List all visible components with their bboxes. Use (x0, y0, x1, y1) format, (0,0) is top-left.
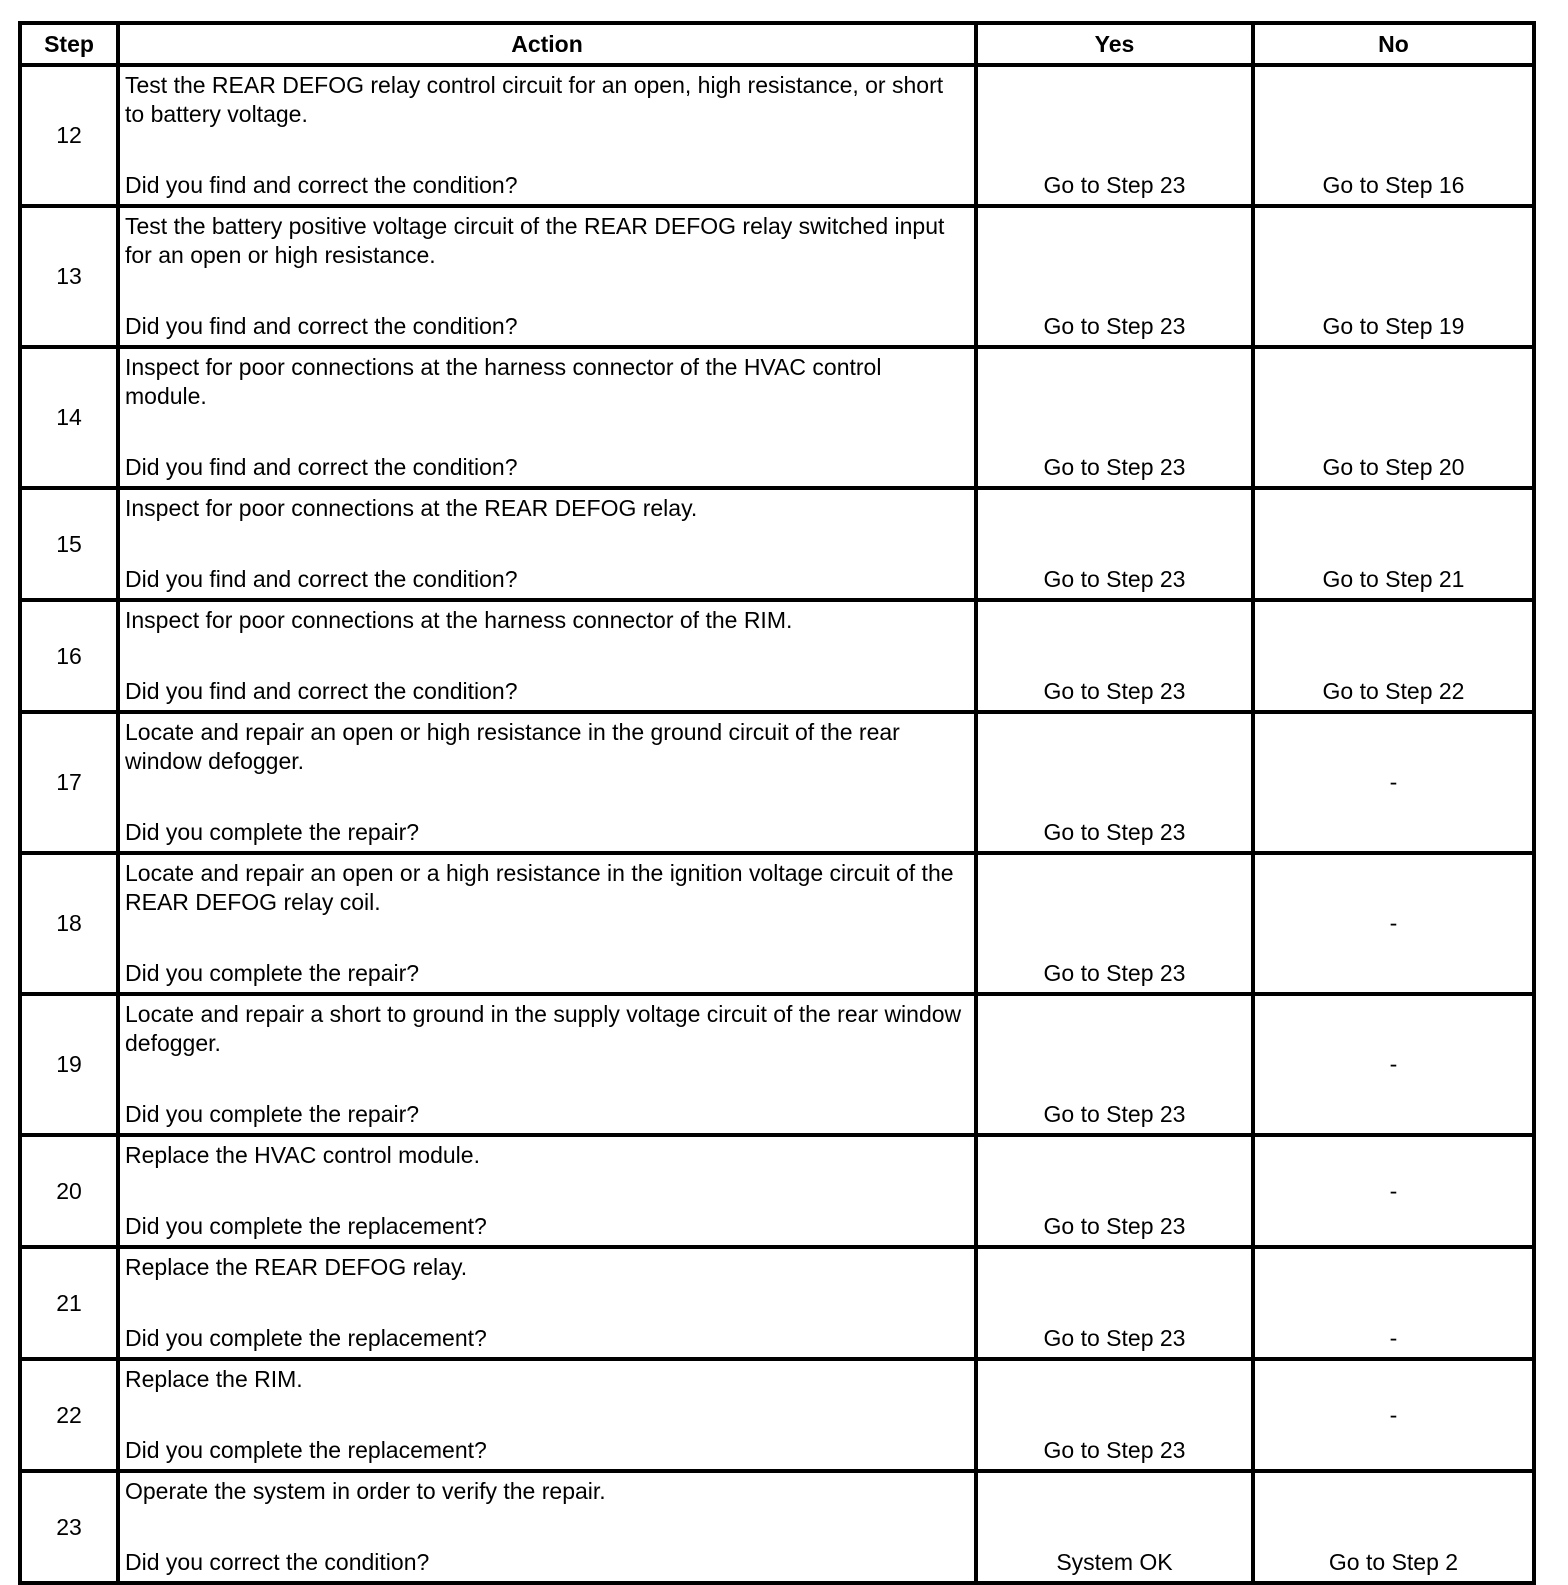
yes-result: Go to Step 23 (976, 206, 1253, 347)
yes-result: Go to Step 23 (976, 1247, 1253, 1359)
action-cell (118, 65, 976, 206)
action-cell (118, 853, 976, 994)
no-result: Go to Step 21 (1253, 488, 1534, 600)
no-result: - (1253, 1247, 1534, 1359)
table-row (20, 994, 1534, 1135)
action-question: Did you complete the replacement? (125, 1325, 487, 1351)
table-row (20, 1247, 1534, 1359)
action-instruction: Test the battery positive voltage circuit of the REAR DEFOG relay switched input for an open or high resistance. (125, 213, 945, 268)
step-number: 20 (20, 1135, 118, 1247)
action-instruction: Inspect for poor connections at the harness connector of the RIM. (125, 607, 793, 633)
step-number: 14 (20, 347, 118, 488)
step-number: 22 (20, 1359, 118, 1471)
table-row (20, 65, 1534, 206)
action-question: Did you complete the replacement? (125, 1437, 487, 1463)
yes-result: Go to Step 23 (976, 65, 1253, 206)
action-instruction: Locate and repair an open or a high resistance in the ignition voltage circuit of the REAR DEFOG relay coil. (125, 860, 954, 915)
table-row (20, 347, 1534, 488)
action-cell (118, 347, 976, 488)
header-no: No (1253, 23, 1534, 65)
action-question: Did you find and correct the condition? (125, 678, 518, 704)
yes-result: Go to Step 23 (976, 600, 1253, 712)
header-row (20, 23, 1534, 65)
step-number: 23 (20, 1471, 118, 1583)
action-question: Did you find and correct the condition? (125, 313, 518, 339)
no-result: Go to Step 19 (1253, 206, 1534, 347)
action-instruction: Inspect for poor connections at the harness connector of the HVAC control module. (125, 354, 882, 409)
no-result: Go to Step 2 (1253, 1471, 1534, 1583)
yes-result: Go to Step 23 (976, 1359, 1253, 1471)
action-cell (118, 600, 976, 712)
action-question: Did you complete the repair? (125, 819, 420, 845)
action-instruction: Replace the REAR DEFOG relay. (125, 1254, 468, 1280)
action-question: Did you complete the repair? (125, 960, 420, 986)
step-number: 19 (20, 994, 118, 1135)
table-row (20, 1135, 1534, 1247)
action-cell (118, 1247, 976, 1359)
action-cell (118, 994, 976, 1135)
header-action: Action (118, 23, 976, 65)
table-row (20, 853, 1534, 994)
diagnostic-table (18, 21, 1536, 1585)
action-instruction: Operate the system in order to verify the repair. (125, 1478, 606, 1504)
action-cell (118, 1135, 976, 1247)
action-instruction: Locate and repair an open or high resistance in the ground circuit of the rear window defogger. (125, 719, 900, 774)
no-result: - (1253, 994, 1534, 1135)
yes-result: System OK (976, 1471, 1253, 1583)
action-question: Did you find and correct the condition? (125, 172, 518, 198)
no-result: - (1253, 1135, 1534, 1247)
action-instruction: Locate and repair a short to ground in the supply voltage circuit of the rear window defogger. (125, 1001, 962, 1056)
yes-result: Go to Step 23 (976, 488, 1253, 600)
header-step: Step (20, 23, 118, 65)
step-number: 12 (20, 65, 118, 206)
yes-result: Go to Step 23 (976, 853, 1253, 994)
table-row (20, 206, 1534, 347)
action-cell (118, 206, 976, 347)
table-row (20, 1471, 1534, 1583)
action-instruction: Test the REAR DEFOG relay control circuit for an open, high resistance, or short to battery voltage. (125, 72, 944, 127)
header-yes: Yes (976, 23, 1253, 65)
action-cell (118, 1471, 976, 1583)
action-instruction: Replace the HVAC control module. (125, 1142, 480, 1168)
action-question: Did you complete the replacement? (125, 1213, 487, 1239)
step-number: 16 (20, 600, 118, 712)
action-cell (118, 1359, 976, 1471)
action-instruction: Replace the RIM. (125, 1366, 303, 1392)
step-number: 17 (20, 712, 118, 853)
table-row (20, 600, 1534, 712)
no-result: Go to Step 22 (1253, 600, 1534, 712)
action-question: Did you complete the repair? (125, 1101, 420, 1127)
action-cell (118, 488, 976, 600)
no-result: - (1253, 853, 1534, 994)
step-number: 15 (20, 488, 118, 600)
table-row (20, 488, 1534, 600)
yes-result: Go to Step 23 (976, 1135, 1253, 1247)
action-question: Did you find and correct the condition? (125, 454, 518, 480)
yes-result: Go to Step 23 (976, 994, 1253, 1135)
no-result: Go to Step 16 (1253, 65, 1534, 206)
no-result: - (1253, 1359, 1534, 1471)
table-row (20, 712, 1534, 853)
step-number: 21 (20, 1247, 118, 1359)
no-result: Go to Step 20 (1253, 347, 1534, 488)
yes-result: Go to Step 23 (976, 712, 1253, 853)
action-question: Did you correct the condition? (125, 1549, 430, 1575)
step-number: 18 (20, 853, 118, 994)
step-number: 13 (20, 206, 118, 347)
table-row (20, 1359, 1534, 1471)
yes-result: Go to Step 23 (976, 347, 1253, 488)
no-result: - (1253, 712, 1534, 853)
action-instruction: Inspect for poor connections at the REAR DEFOG relay. (125, 495, 698, 521)
action-cell (118, 712, 976, 853)
action-question: Did you find and correct the condition? (125, 566, 518, 592)
